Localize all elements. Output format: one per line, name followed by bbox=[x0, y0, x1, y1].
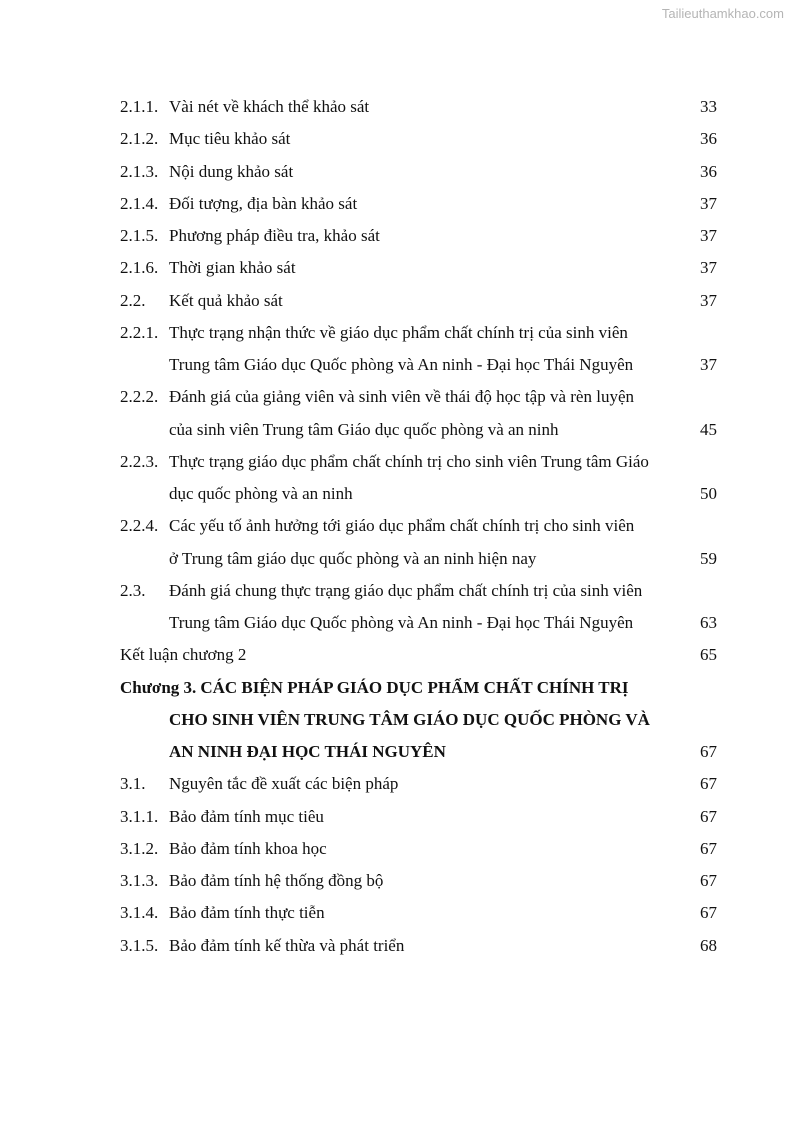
table-of-contents bbox=[120, 91, 717, 962]
toc-line bbox=[120, 801, 717, 833]
toc-number: 3.1.5. bbox=[120, 935, 159, 955]
toc-page-number: 37 bbox=[700, 355, 717, 374]
toc-title: Bảo đảm tính kế thừa và phát triển bbox=[169, 935, 405, 955]
toc-entry[interactable] bbox=[120, 252, 717, 284]
toc-line bbox=[120, 446, 717, 478]
toc-title: của sinh viên Trung tâm Giáo dục quốc phòng và an ninh bbox=[169, 419, 559, 439]
toc-entry[interactable] bbox=[120, 833, 717, 865]
toc-title: Phương pháp điều tra, khảo sát bbox=[169, 226, 380, 245]
toc-title: Đánh giá chung thực trạng giáo dục phẩm chất chính trị của sinh viên bbox=[169, 580, 643, 600]
toc-title: Đối tượng, địa bàn khảo sát bbox=[169, 193, 358, 213]
toc-number: 2.1.3. bbox=[120, 161, 159, 181]
toc-number: 2.1.6. bbox=[120, 258, 159, 278]
toc-entry[interactable] bbox=[120, 156, 717, 188]
toc-entry[interactable] bbox=[120, 930, 717, 962]
toc-number: 2.2. bbox=[120, 290, 146, 310]
toc-page-number: 59 bbox=[700, 548, 717, 568]
toc-line bbox=[120, 220, 717, 252]
toc-number: 2.1.1. bbox=[120, 97, 159, 116]
toc-number: 2.2.1. bbox=[120, 322, 159, 342]
toc-entry[interactable] bbox=[120, 801, 717, 833]
toc-number: 3.1.2. bbox=[120, 838, 159, 858]
toc-title: Trung tâm Giáo dục Quốc phòng và An ninh - Đại học Thái Nguyên bbox=[169, 355, 634, 374]
toc-entry[interactable] bbox=[120, 897, 717, 929]
toc-number: Chương 3. bbox=[120, 677, 197, 697]
toc-line bbox=[120, 704, 717, 736]
toc-line bbox=[120, 349, 717, 381]
toc-page-number: 67 bbox=[700, 871, 717, 890]
toc-title: Đánh giá của giảng viên và sinh viên về thái độ học tập và rèn luyện bbox=[169, 387, 634, 407]
toc-entry[interactable] bbox=[120, 639, 717, 671]
toc-number: 2.1.4. bbox=[120, 193, 159, 213]
toc-title: Nguyên tắc đề xuất các biện pháp bbox=[169, 774, 399, 794]
toc-line bbox=[120, 156, 717, 188]
toc-page-number: 33 bbox=[700, 97, 717, 116]
toc-line bbox=[120, 91, 717, 123]
toc-number: 3.1.3. bbox=[120, 871, 159, 890]
toc-title: Bảo đảm tính khoa học bbox=[169, 838, 327, 858]
toc-title: Thực trạng giáo dục phẩm chất chính trị cho sinh viên Trung tâm Giáo bbox=[169, 451, 649, 471]
toc-entry[interactable] bbox=[120, 672, 717, 769]
toc-title: Vài nét về khách thể khảo sát bbox=[169, 97, 370, 116]
toc-line bbox=[120, 510, 717, 542]
toc-entry[interactable] bbox=[120, 317, 717, 382]
toc-title: AN NINH ĐẠI HỌC THÁI NGUYÊN bbox=[169, 742, 446, 761]
toc-entry[interactable] bbox=[120, 220, 717, 252]
toc-title: Bảo đảm tính mục tiêu bbox=[169, 806, 324, 826]
toc-line bbox=[120, 478, 717, 510]
toc-line bbox=[120, 607, 717, 639]
toc-page-number: 67 bbox=[700, 838, 717, 858]
toc-number: 2.2.4. bbox=[120, 516, 159, 536]
toc-line bbox=[120, 285, 717, 317]
toc-page-number: 45 bbox=[700, 419, 717, 439]
toc-title: Nội dung khảo sát bbox=[169, 161, 294, 181]
toc-number: 3.1. bbox=[120, 774, 146, 794]
toc-line bbox=[120, 381, 717, 413]
toc-entry[interactable] bbox=[120, 123, 717, 155]
toc-line bbox=[120, 833, 717, 865]
toc-number: 3.1.1. bbox=[120, 806, 159, 826]
toc-title: Mục tiêu khảo sát bbox=[169, 129, 291, 149]
toc-page-number: 50 bbox=[700, 484, 717, 503]
toc-entry[interactable] bbox=[120, 575, 717, 640]
toc-page-number: 37 bbox=[700, 226, 717, 245]
toc-line bbox=[120, 188, 717, 220]
toc-page-number: 67 bbox=[700, 774, 717, 794]
watermark: Tailieuthamkhao.com bbox=[661, 6, 784, 21]
toc-page-number: 37 bbox=[700, 290, 717, 310]
toc-line bbox=[120, 639, 717, 671]
toc-line bbox=[120, 897, 717, 929]
toc-title: Trung tâm Giáo dục Quốc phòng và An ninh - Đại học Thái Nguyên bbox=[169, 613, 634, 632]
toc-page-number: 37 bbox=[700, 258, 717, 278]
toc-entry[interactable] bbox=[120, 91, 717, 123]
toc-page-number: 67 bbox=[700, 742, 717, 761]
toc-page-number: 67 bbox=[700, 806, 717, 826]
toc-line bbox=[120, 575, 717, 607]
toc-line bbox=[120, 865, 717, 897]
toc-entry[interactable] bbox=[120, 865, 717, 897]
toc-title: ở Trung tâm giáo dục quốc phòng và an ninh hiện nay bbox=[169, 548, 537, 568]
toc-line bbox=[120, 930, 717, 962]
toc-number: 2.1.2. bbox=[120, 129, 159, 149]
toc-entry[interactable] bbox=[120, 510, 717, 575]
toc-title: Bảo đảm tính hệ thống đồng bộ bbox=[169, 871, 384, 890]
toc-line bbox=[120, 768, 717, 800]
toc-number: 3.1.4. bbox=[120, 903, 159, 923]
toc-title: CÁC BIỆN PHÁP GIÁO DỤC PHẨM CHẤT CHÍNH TRỊ bbox=[200, 677, 629, 697]
toc-entry[interactable] bbox=[120, 381, 717, 446]
toc-page-number: 65 bbox=[700, 645, 717, 665]
toc-entry[interactable] bbox=[120, 446, 717, 511]
toc-line bbox=[120, 736, 717, 768]
toc-line bbox=[120, 123, 717, 155]
toc-line bbox=[120, 414, 717, 446]
toc-title: CHO SINH VIÊN TRUNG TÂM GIÁO DỤC QUỐC PHÒNG VÀ bbox=[169, 709, 650, 729]
toc-line bbox=[120, 543, 717, 575]
toc-line bbox=[120, 317, 717, 349]
toc-title: Các yếu tố ảnh hưởng tới giáo dục phẩm chất chính trị cho sinh viên bbox=[169, 516, 635, 536]
toc-title: Kết luận chương 2 bbox=[120, 645, 247, 665]
toc-number: 2.3. bbox=[120, 580, 146, 600]
toc-entry[interactable] bbox=[120, 768, 717, 800]
toc-title: dục quốc phòng và an ninh bbox=[169, 484, 353, 503]
toc-page-number: 37 bbox=[700, 193, 717, 213]
toc-page-number: 36 bbox=[700, 129, 717, 149]
toc-entry[interactable] bbox=[120, 285, 717, 317]
toc-page-number: 63 bbox=[700, 613, 717, 632]
toc-title: Thực trạng nhận thức về giáo dục phẩm chất chính trị của sinh viên bbox=[169, 322, 628, 342]
toc-line bbox=[120, 672, 717, 704]
toc-number: 2.2.3. bbox=[120, 451, 159, 471]
toc-page-number: 68 bbox=[700, 935, 717, 955]
toc-title: Thời gian khảo sát bbox=[169, 258, 296, 278]
toc-number: 2.2.2. bbox=[120, 387, 159, 407]
toc-page-number: 67 bbox=[700, 903, 717, 923]
toc-title: Bảo đảm tính thực tiễn bbox=[169, 903, 325, 923]
toc-number: 2.1.5. bbox=[120, 226, 159, 245]
toc-entry[interactable] bbox=[120, 188, 717, 220]
toc-title: Kết quả khảo sát bbox=[169, 290, 283, 310]
toc-line bbox=[120, 252, 717, 284]
toc-page-number: 36 bbox=[700, 161, 717, 181]
